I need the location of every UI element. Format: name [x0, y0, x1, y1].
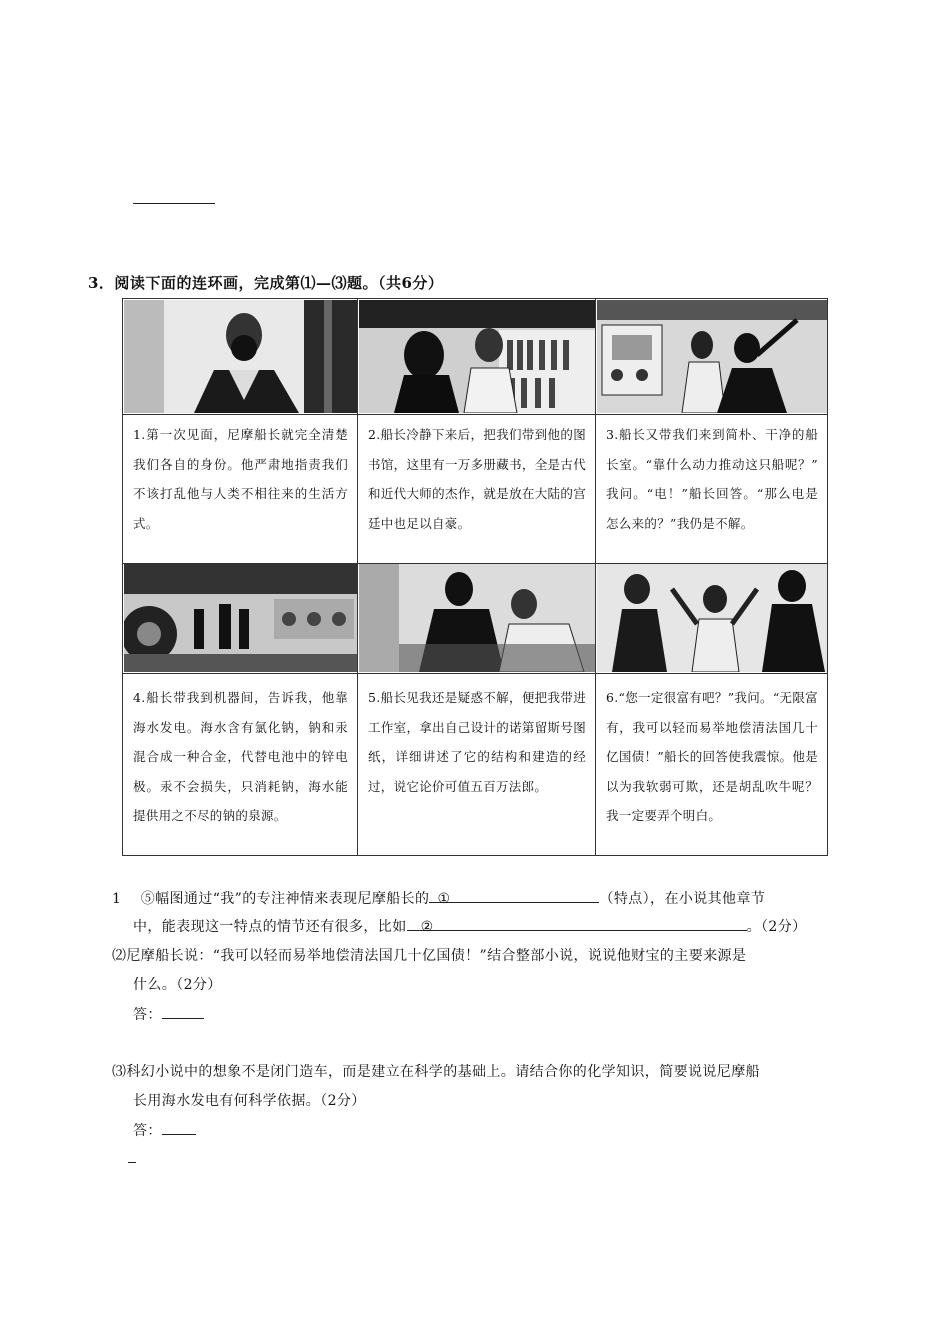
comic-strip-table — [122, 298, 828, 856]
q3-answer-label: 答： — [133, 1123, 162, 1139]
q2-answer-label: 答： — [133, 1007, 162, 1023]
q1-blank-2[interactable] — [407, 916, 747, 935]
q2-answer-blank[interactable] — [162, 1004, 204, 1019]
panel-2-illustration — [359, 300, 595, 413]
header-answer-blank — [133, 203, 215, 204]
q1-text-a: 幅图通过“我”的专注神情来表现尼摩船长的 — [155, 891, 430, 907]
grid-line — [595, 299, 596, 855]
q3-line-1: ⑶科幻小说中的想象不是闭门造车，而是建立在科学的基础上。请结合你的化学知识，简要说说尼摩船 — [112, 1064, 760, 1080]
panel-5-illustration — [359, 564, 595, 672]
q1-mark-2: ② — [420, 919, 434, 935]
q1-line-2 — [133, 916, 807, 938]
q1-mark-1: ① — [437, 891, 451, 907]
grid-line — [123, 563, 827, 564]
grid-line — [123, 673, 827, 674]
grid-line — [357, 299, 358, 855]
q2-answer-line — [133, 1004, 204, 1026]
q1-blank-1[interactable] — [429, 888, 599, 907]
panel-2-caption: 2.船长冷静下来后，把我们带到他的图书馆，这里有一万多册藏书，全是古代和近代大师的杰作，就是放在大陆的宫廷中也足以自豪。 — [368, 427, 586, 531]
q1-circle-five: ⑤ — [140, 891, 156, 907]
q3-answer-blank[interactable] — [162, 1120, 196, 1135]
panel-6-caption: 6.“您一定很富有吧？”我问。“无限富有，我可以轻而易举地偿清法国几十亿国债！”船长的回答使我震惊。他是以为我软弱可欺，还是胡乱吹牛呢？我一定要弄个明白。 — [606, 690, 818, 823]
q1-line-1 — [112, 888, 765, 910]
q1-line2-a: 中，能表现这一特点的情节还有很多，比如 — [133, 919, 407, 935]
panel-3-caption: 3.船长又带我们来到简朴、干净的船长室。“靠什么动力推动这只船呢？” 我问。“电！”船长回答。“那么电是怎么来的？”我仍是不解。 — [606, 427, 818, 531]
panel-5-caption: 5.船长见我还是疑惑不解，便把我带进工作室，拿出自己设计的诺第留斯号图纸，详细讲述了它的结构和建造的经过，说它论价可值五百万法郎。 — [368, 690, 586, 794]
q1-number: 1 — [112, 891, 122, 907]
panel-6-illustration — [597, 564, 827, 672]
q3-line-2: 长用海水发电有何科学依据。（2分） — [133, 1093, 366, 1109]
trailing-dash — [128, 1162, 136, 1163]
q3-answer-line — [133, 1120, 196, 1142]
q1-line2-b: 。（2分） — [746, 919, 807, 935]
panel-4-caption: 4.船长带我到机器间，告诉我，他靠海水发电。海水含有氯化钠，钠和汞混合成一种合金，代替电池中的锌电极。汞不会损失，只消耗钠，海水能提供用之不尽的钠的泉源。 — [133, 690, 348, 823]
panel-1-caption: 1.第一次见面，尼摩船长就完全清楚我们各自的身份。他严肃地指责我们不该打乱他与人类不相往来的生活方式。 — [133, 427, 348, 531]
panel-1-illustration — [124, 300, 357, 413]
grid-line — [123, 414, 827, 415]
question-title: 3．阅读下面的连环画，完成第⑴—⑶题。（共6分） — [88, 274, 444, 292]
panel-3-illustration — [597, 300, 827, 413]
panel-4-illustration — [124, 564, 357, 672]
q2-line-2: 什么。（2分） — [133, 977, 222, 993]
q1-text-b: （特点），在小说其他章节 — [599, 891, 766, 907]
q2-line-1: ⑵尼摩船长说：“我可以轻而易举地偿清法国几十亿国债！”结合整部小说，说说他财宝的主要来源是 — [112, 948, 747, 964]
